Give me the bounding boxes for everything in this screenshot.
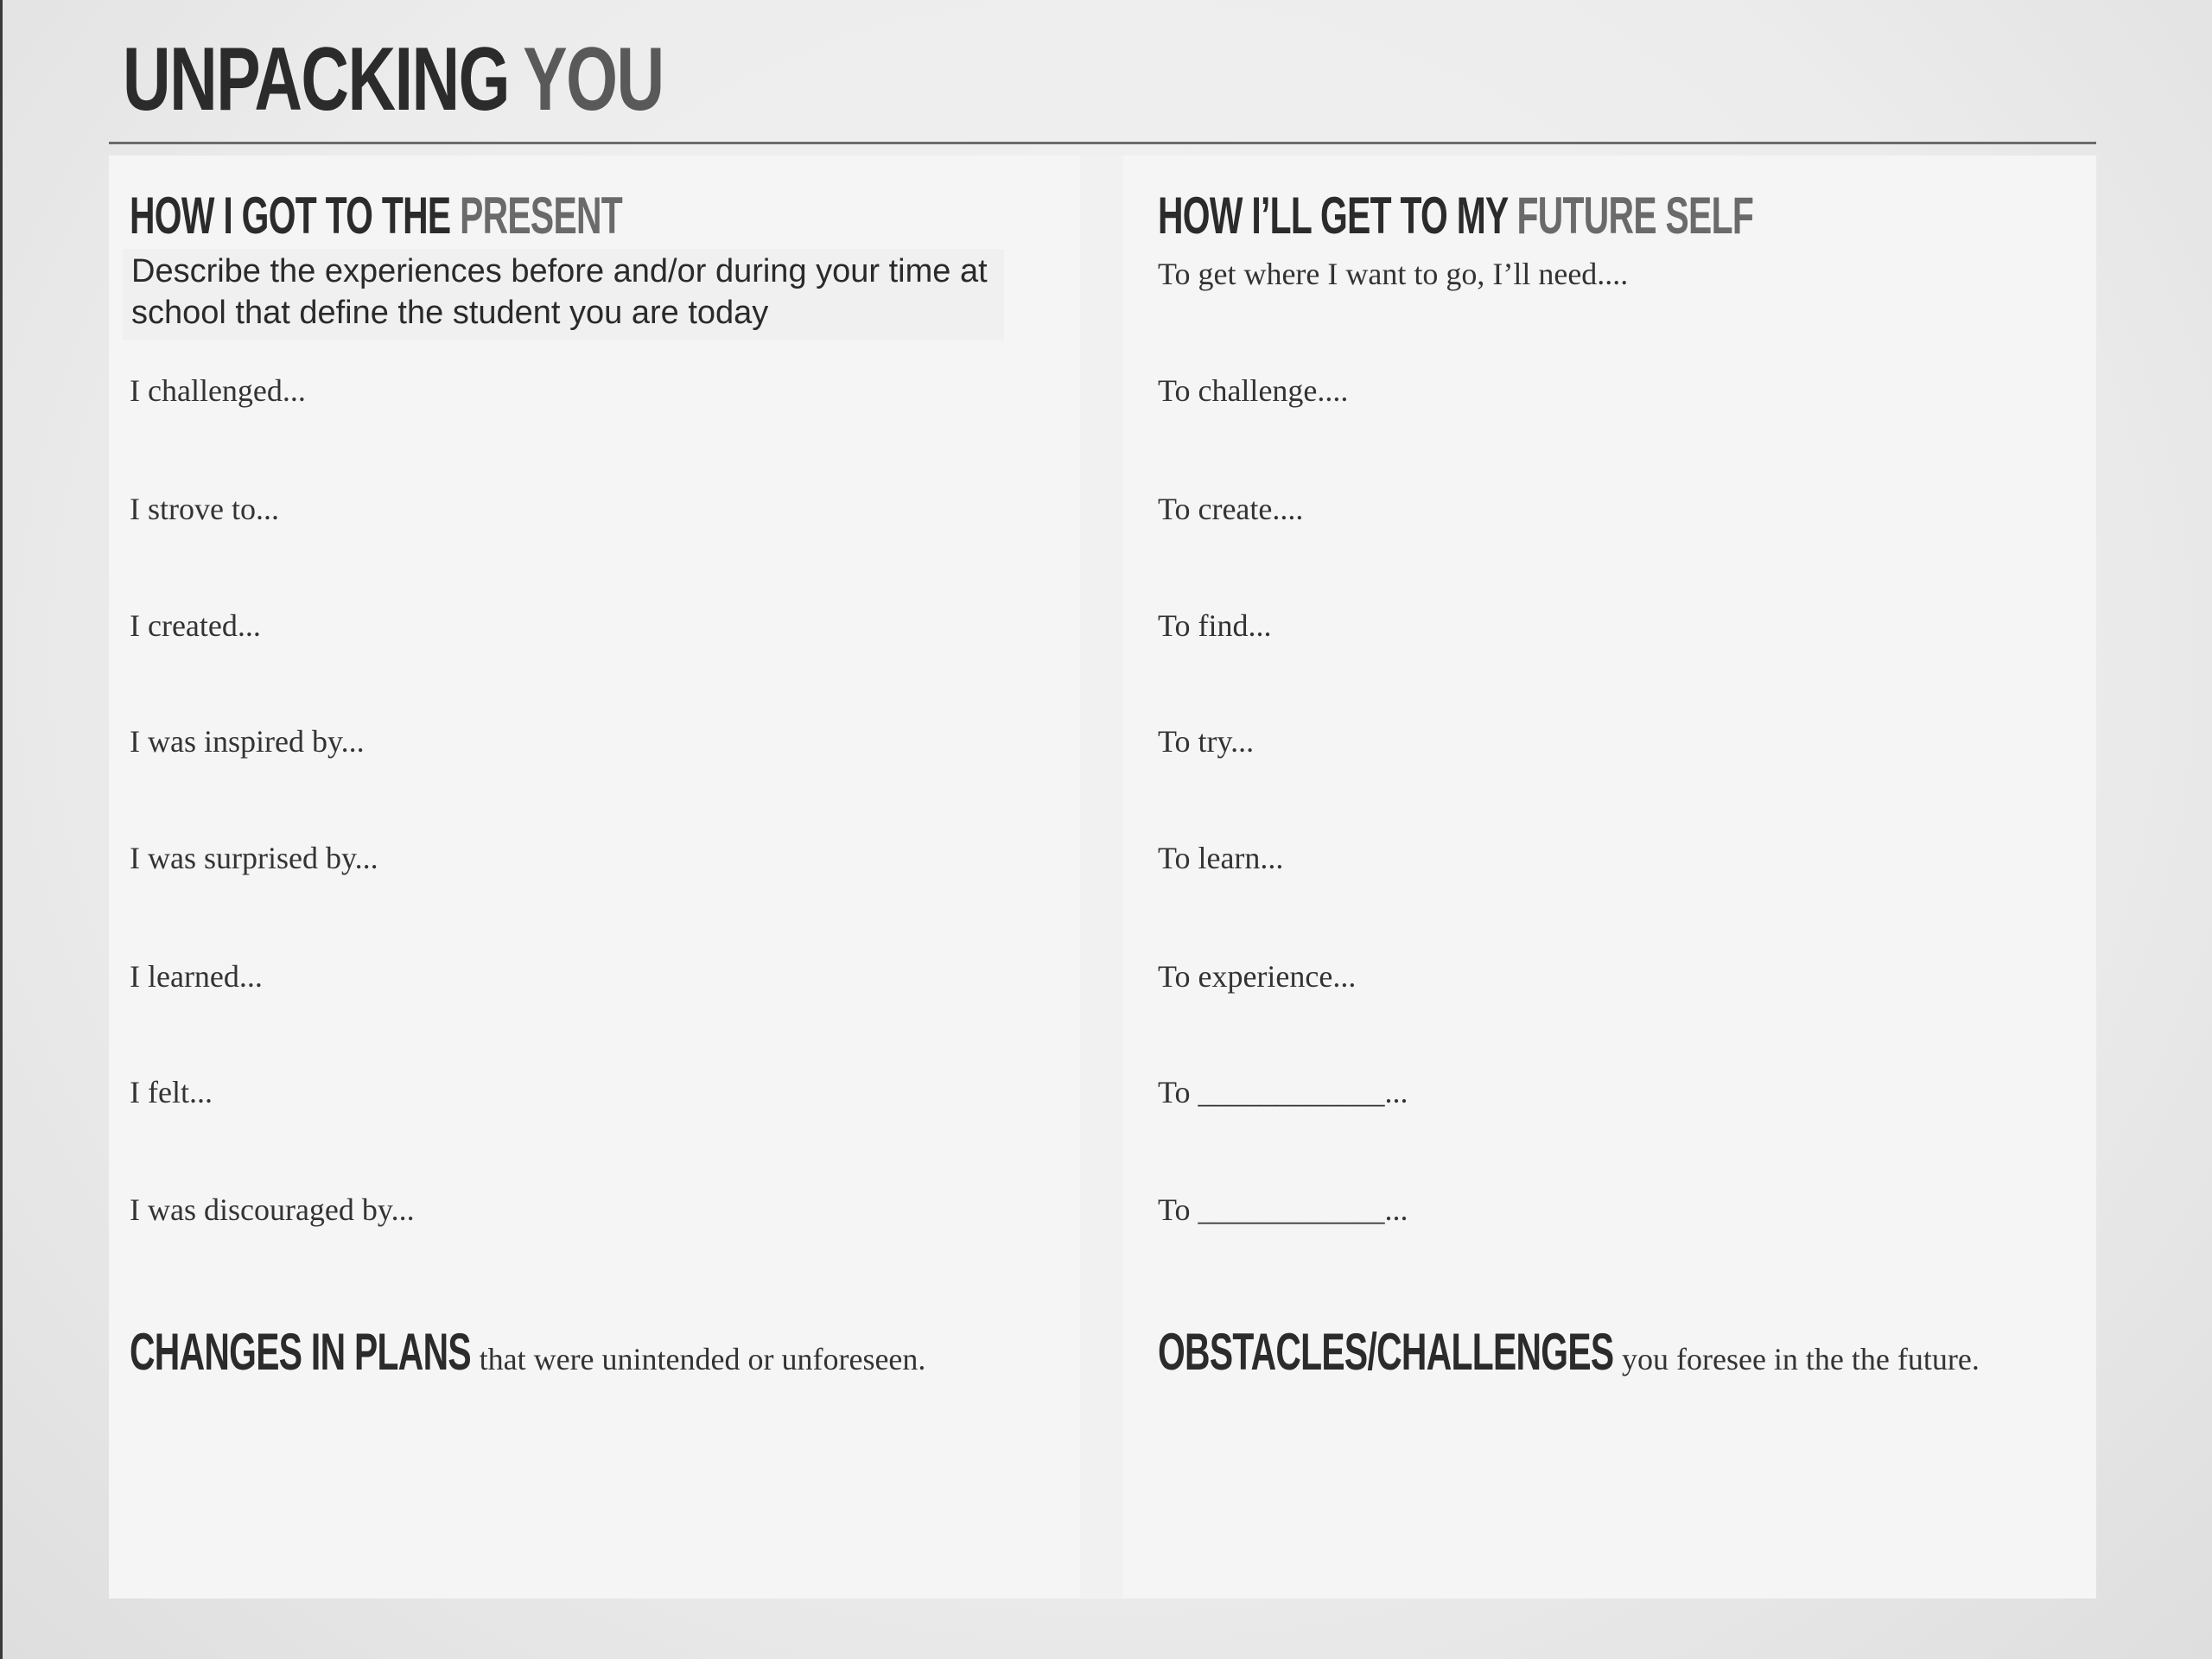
page-title [123, 29, 664, 130]
future-prompt-experience[interactable]: To experience... [1158, 959, 1357, 994]
present-description: Describe the experiences before and/or during your time at school that define the student you are today [123, 249, 1004, 340]
future-prompt-find[interactable]: To find... [1158, 608, 1272, 643]
present-heading [130, 187, 623, 245]
present-prompt-felt[interactable]: I felt... [130, 1075, 213, 1109]
obstacles-heading [1158, 1323, 1980, 1381]
future-heading [1158, 187, 1754, 245]
changes-in-plans-text: that were unintended or unforeseen. [479, 1342, 926, 1376]
present-prompt-discouraged[interactable]: I was discouraged by... [130, 1192, 415, 1227]
future-subline: To get where I want to go, I’ll need.... [1158, 257, 1629, 291]
obstacles-text: you foresee in the the future. [1622, 1342, 1980, 1376]
present-heading-lead: HOW I GOT TO THE [130, 187, 461, 245]
present-prompt-created[interactable]: I created... [130, 608, 261, 643]
changes-in-plans-heading [130, 1323, 926, 1381]
page-edge [0, 0, 3, 1659]
present-prompt-learned[interactable]: I learned... [130, 959, 263, 994]
present-prompt-surprised[interactable]: I was surprised by... [130, 841, 378, 875]
obstacles-label: OBSTACLES/CHALLENGES [1158, 1323, 1614, 1381]
future-prompt-learn[interactable]: To learn... [1158, 841, 1284, 875]
future-prompt-blank-2[interactable]: To ____________... [1158, 1192, 1408, 1227]
present-prompt-inspired[interactable]: I was inspired by... [130, 724, 365, 759]
present-panel [109, 156, 1080, 1599]
future-prompt-blank-1[interactable]: To ____________... [1158, 1075, 1408, 1109]
future-prompt-challenge[interactable]: To challenge.... [1158, 373, 1349, 408]
title-divider [109, 142, 2096, 144]
future-prompt-try[interactable]: To try... [1158, 724, 1255, 759]
present-prompt-challenged[interactable]: I challenged... [130, 373, 306, 408]
future-panel [1123, 156, 2096, 1599]
future-heading-lead: HOW I’LL GET TO MY [1158, 187, 1517, 245]
present-prompt-strove[interactable]: I strove to... [130, 492, 279, 526]
title-part-unpacking: UNPACKING [123, 29, 510, 130]
changes-in-plans-label: CHANGES IN PLANS [130, 1323, 471, 1381]
future-prompt-create[interactable]: To create.... [1158, 492, 1304, 526]
title-part-you: YOU [523, 29, 664, 130]
present-heading-emphasis: PRESENT [460, 187, 623, 245]
future-heading-emphasis: FUTURE SELF [1516, 187, 1754, 245]
panel-gap [1080, 156, 1123, 1599]
